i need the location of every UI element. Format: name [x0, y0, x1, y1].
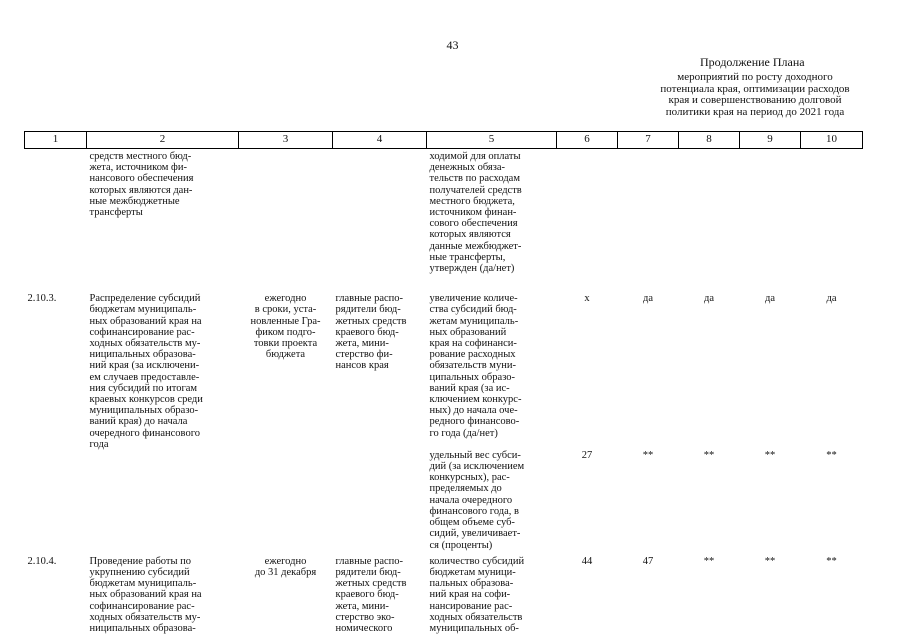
cell-responsible: главные распо- рядители бюд- жетных средств краевого бюд- жета, мини- стерство эко- номического: [335, 555, 407, 634]
table-header: [25, 132, 863, 149]
cell-responsible: [333, 149, 427, 278]
cell-indicator: ходимой для оплаты денежных обяза- тельств по расходам получателей средств местного бюджета, источником финан- сового обеспечения которых являются данные межбюджет- ные трансферты, утвержден (да/нет): [429, 151, 522, 275]
cell-value-8: [679, 149, 740, 278]
cell-indicator: количество субсидий бюджетам муници- пальных образова- ний края на софи- нансирование рас- ходных обязательств муниципальных об-: [429, 555, 525, 634]
cell-value-8: **: [703, 555, 715, 567]
row-spacer: [25, 277, 863, 291]
column-header-7: 7: [618, 132, 679, 149]
table-row-2-10-3: [25, 291, 863, 442]
cell-value-10: да: [826, 293, 837, 305]
cell-indicator: удельный вес субси- дий (за исключением конкурсных), рас- пределяемых до начала очередного финансового года, в общем объеме суб- сидий, увеличивает- ся (проценты): [429, 449, 525, 551]
column-header-3: 3: [239, 132, 333, 149]
column-header-8: 8: [679, 132, 740, 149]
cell-activity: средств местного бюд- жета, источником фи- нансового обеспечения которых являются дан- ные межбюджетные трансферты: [89, 151, 194, 219]
cell-value-6: х: [584, 293, 590, 305]
cell-value-8: **: [703, 449, 715, 461]
column-header-2: 2: [87, 132, 239, 149]
cell-value-9: **: [764, 449, 776, 461]
cell-value-10: **: [826, 555, 837, 567]
cell-responsible: главные распо- рядители бюд- жетных средств краевого бюд- жета, мини- стерство фи- нансов края: [335, 293, 407, 372]
plan-subtitle: мероприятий по росту доходного потенциала края, оптимизации расходов края и совершенствованию долговой политики края на период до 2021 года: [660, 71, 850, 118]
cell-value-10: [801, 149, 863, 278]
column-header-4: 4: [333, 132, 427, 149]
column-header-10: 10: [801, 132, 863, 149]
cell-number: 2.10.3.: [27, 293, 57, 305]
continuation-label: Продолжение Плана: [700, 55, 805, 69]
cell-deadline: [239, 149, 333, 278]
cell-value-9: да: [764, 293, 775, 305]
cell-number: 2.10.4.: [27, 555, 57, 567]
cell-value-7: да: [642, 293, 653, 305]
cell-value-9: **: [764, 555, 776, 567]
cell-value-6: 44: [581, 555, 593, 567]
column-header-9: 9: [740, 132, 801, 149]
cell-value-6: 27: [581, 449, 593, 461]
cell-deadline: ежегодно до 31 декабря: [254, 555, 317, 578]
cell-activity: Распределение субсидий бюджетам муниципаль- ных образований края на софинансирование рас- ходных обязательств му- ниципальных образова- ний края (за исключени- ем случаев предоставле- ния субсидий по итогам краевых конкурсов среди муниципальных образо- ваний края) до начала очередного финансового года: [89, 293, 203, 450]
column-header-1: 1: [25, 132, 87, 149]
column-header-6: 6: [557, 132, 618, 149]
table-row-2-10-4: [25, 554, 863, 637]
plan-table: [24, 131, 863, 637]
cell-activity: Проведение работы по укрупнению субсидий бюджетам муниципаль- ных образований края на софинансирование рас- ходных обязательств му- ниципальных образова-: [89, 555, 202, 634]
cell-deadline: ежегодно в сроки, уста- новленные Гра- фиком подго- товки проекта бюджета: [250, 293, 321, 361]
cell-value-6: [557, 149, 618, 278]
cell-value-7: **: [642, 449, 654, 461]
cell-indicator: увеличение количе- ства субсидий бюд- жетам муниципаль- ных образований края на софинанси- рование расходных обязательств муни- ципальных образо- ваний края (за ис- ключением конкурс- ных) до начала оче- редного финансово- го года (да/нет): [429, 293, 522, 439]
cell-number: [25, 149, 87, 278]
table-row-continued: [25, 149, 863, 278]
page-number: 43: [446, 38, 459, 52]
header-row: [25, 132, 863, 149]
table-body: [25, 149, 863, 638]
cell-value-7: [618, 149, 679, 278]
column-header-5: 5: [427, 132, 557, 149]
cell-value-8: да: [703, 293, 714, 305]
cell-value-7: 47: [642, 555, 654, 567]
cell-value-10: **: [826, 449, 837, 461]
cell-value-9: [740, 149, 801, 278]
